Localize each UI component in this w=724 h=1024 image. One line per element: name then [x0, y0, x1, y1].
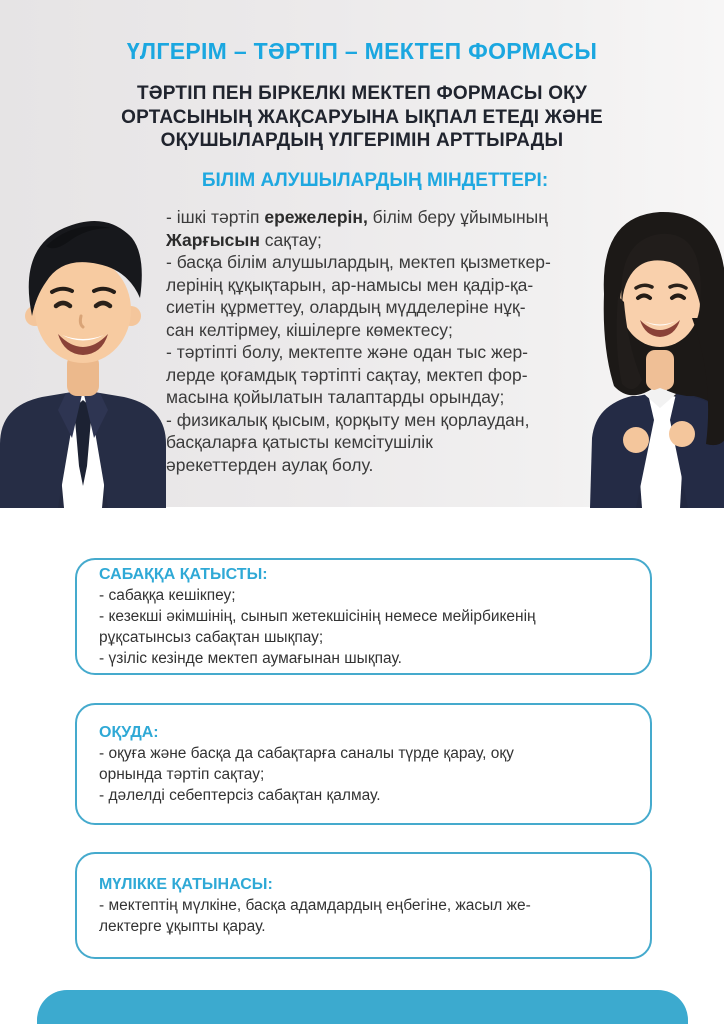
duty-line: - физикалық қысым, қорқыту мен қорлаудан,: [166, 409, 530, 430]
duty-line: басқаларға қатысты кемсітушілік: [166, 432, 433, 452]
box-line: - дәлелді себептерсіз сабақтан қалмау.: [99, 787, 381, 804]
duty-line: әрекеттерден аулақ болу.: [166, 454, 374, 475]
duty-line: - басқа білім алушылардың, мектеп қызметкер-: [166, 252, 551, 272]
girl-student-photo: [574, 198, 724, 508]
boy-student-photo: [0, 194, 172, 508]
box-line: рұқсатынсыз сабақтан шықпау;: [99, 629, 324, 646]
rules-box-lessons: [75, 558, 652, 675]
box-line: - мектептің мүлкіне, басқа адамдардың еңбегіне, жасыл же-: [99, 897, 531, 914]
rules-box-studies: [75, 703, 652, 825]
page-subtitle: [82, 82, 642, 153]
duty-line: - ішкі тәртіп ережелерін, білім беру ұйымының: [166, 207, 548, 227]
top-section: [0, 0, 724, 507]
duties-list: [166, 206, 596, 476]
duty-line: сан келтірмеу, кішілерге көмектесу;: [166, 319, 453, 340]
box-line: - оқуға және басқа да сабақтарға саналы түрде қарау, оқу: [99, 745, 514, 762]
box-line: - сабаққа кешікпеу;: [99, 587, 236, 604]
box-line: - үзіліс кезінде мектеп аумағынан шықпау.: [99, 650, 402, 667]
subtitle-line: ОРТАСЫНЫҢ ЖАҚСАРУЫНА ЫҚПАЛ ЕТЕДІ ЖӘНЕ: [121, 106, 603, 128]
duty-line: - тәртіпті болу, мектепте және одан тыс жер-: [166, 342, 529, 362]
bottom-panel: [37, 990, 688, 1024]
subtitle-line: ТӘРТІП ПЕН БІРКЕЛКІ МЕКТЕП ФОРМАСЫ ОҚУ: [136, 83, 587, 104]
page-title: ҮЛГЕРІМ – ТӘРТІП – МЕКТЕП ФОРМАСЫ: [126, 38, 598, 64]
rules-box-property: [75, 852, 652, 959]
subtitle-line: ОҚУШЫЛАРДЫҢ ҮЛГЕРІМІН АРТТЫРАДЫ: [160, 130, 564, 151]
duties-heading: БІЛІМ АЛУШЫЛАРДЫҢ МІНДЕТТЕРІ:: [201, 170, 549, 191]
duty-line: лерде қоғамдық тәртіпті сақтау, мектеп фор-: [166, 364, 528, 385]
box-heading: МҮЛІККЕ ҚАТЫНАСЫ:: [99, 876, 273, 893]
box-line: лектерге ұқыпты қарау.: [99, 918, 266, 935]
duty-line: лерінің құқықтарын, ар-намысы мен қадір-қа-: [166, 274, 534, 295]
duty-line: Жарғысын сақтау;: [166, 229, 322, 250]
box-heading: САБАҚҚА ҚАТЫСТЫ:: [99, 566, 268, 583]
duty-line: сиетін құрметтеу, олардың мүдделеріне нұқ-: [166, 297, 526, 317]
duty-line: масына қойылатын талаптарды орындау;: [166, 387, 505, 407]
box-heading: ОҚУДА:: [99, 724, 159, 741]
box-line: - кезекші әкімшінің, сынып жетекшісінің немесе мейірбикенің: [99, 608, 536, 625]
box-line: орнында тәртіп сақтау;: [99, 766, 265, 783]
